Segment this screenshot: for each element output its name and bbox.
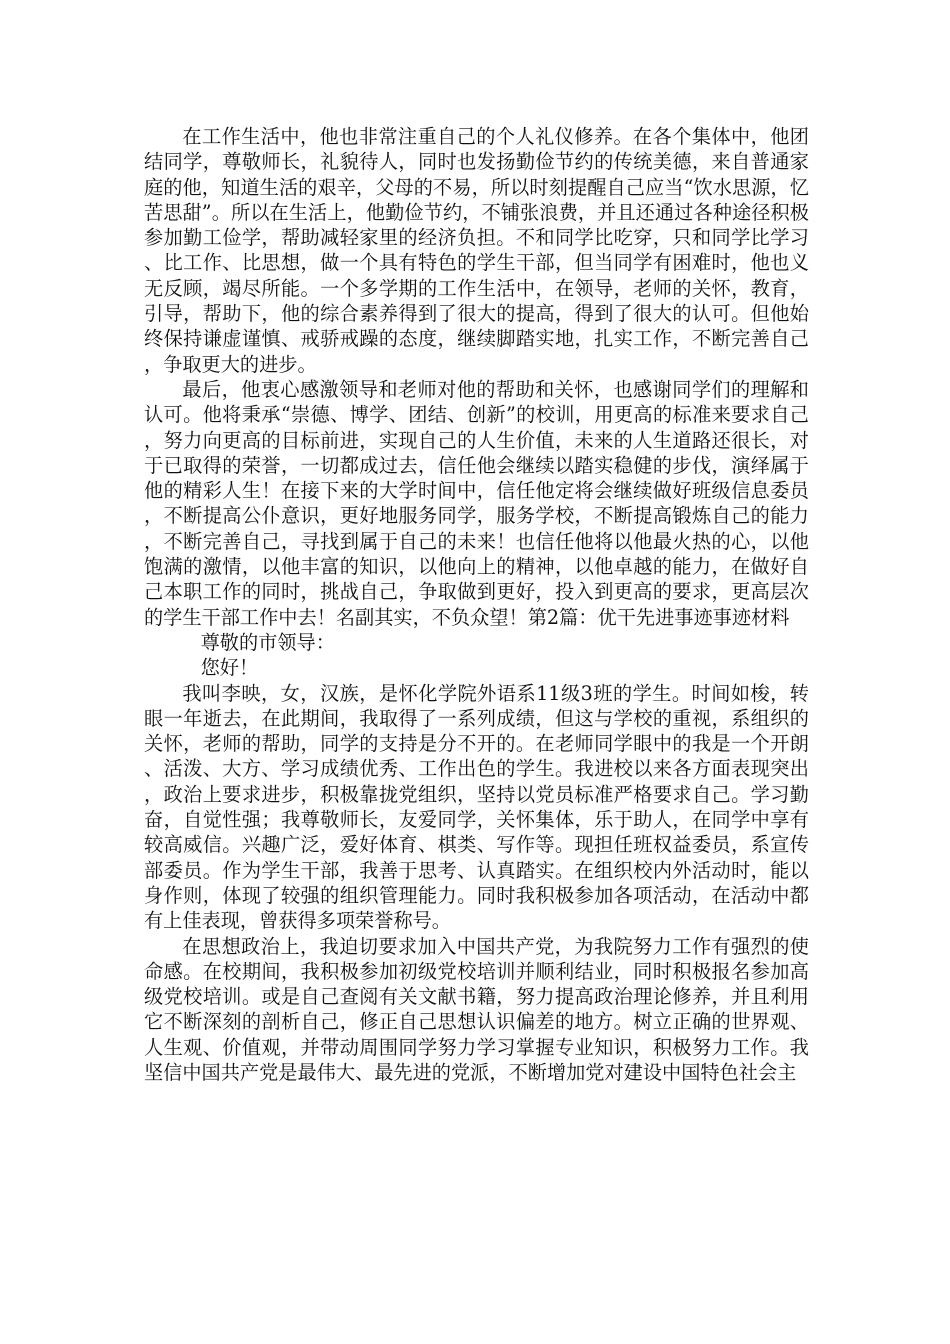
salutation-greeting: 尊敬的市领导：	[200, 630, 335, 654]
document-body	[144, 124, 809, 1085]
paragraph-etiquette: 在工作生活中，他也非常注重自己的个人礼仪修养。在各个集体中，他团结同学，尊敬师长，礼貌待人，同时也发扬勤俭节约的传统美德，来自普通家庭的他，知道生活的艰辛，父母的不易，所以时刻提醒自己应当“饮水思源，忆苦思甜”。所以在生活上，他勤俭节约，不铺张浪费，并且还通过各种途径积极参加勤工俭学，帮助减轻家里的经济负担。不和同学比吃穿，只和同学比学习、比工作、比思想，做一个具有特色的学生干部，但当同学有困难时，他也义无反顾，竭尽所能。一个多学期的工作生活中，在领导，老师的关怀，教育，引导，帮助下，他的综合素养得到了很大的提高，得到了很大的认可。但他始终保持谦虚谨慎、戒骄戒躁的态度，继续脚踏实地，扎实工作，不断完善自己，争取更大的进步。	[144, 125, 809, 376]
paragraph-gratitude: 最后，他衷心感激领导和老师对他的帮助和关怀，也感谢同学们的理解和认可。他将秉承“崇德、博学、团结、创新”的校训，用更高的标准来要求自己，努力向更高的目标前进，实现自己的人生价值，未来的人生道路还很长，对于已取得的荣誉，一切都成过去，信任他会继续以踏实稳健的步伐，演绎属于他的精彩人生！在接下来的大学时间中，信任他定将会继续做好班级信息委员，不断提高公仆意识，更好地服务同学，服务学校，不断提高锻炼自己的能力，不断完善自己，寻找到属于自己的未来！也信任他将以他最火热的心，以他饱满的激情，以他丰富的知识，以他向上的精神，以他卓越的能力，在做好自己本职工作的同时，挑战自己，争取做到更好，投入到更高的要求，更高层次的学生干部工作中去！名副其实，不负众望！第2篇：优干先进事迹事迹材料	[144, 377, 809, 629]
paragraph-self-introduction: 我叫李映，女，汉族，是怀化学院外语系11级3班的学生。时间如梭，转眼一年逝去，在此期间，我取得了一系列成绩，但这与学校的重视，系组织的关怀，老师的帮助，同学的支持是分不开的。在老师同学眼中的我是一个开朗、活泼、大方、学习成绩优秀、工作出色的学生。我进校以来各方面表现突出，政治上要求进步，积极靠拢党组织，坚持以党员标准严格要求自己。学习勤奋，自觉性强；我尊敬师长，友爱同学，关怀集体，乐于助人，在同学中享有较高威信。兴趣广泛，爱好体育、棋类、写作等。现担任班权益委员，系宣传部委员。作为学生干部，我善于思考、认真踏实。在组织校内外活动时，能以身作则，体现了较强的组织管理能力。同时我积极参加各项活动，在活动中都有上佳表现，曾获得多项荣誉称号。	[144, 681, 809, 933]
paragraph-political-thought: 在思想政治上，我迫切要求加入中国共产党，为我院努力工作有强烈的使命感。在校期间，我积极参加初级党校培训并顺利结业，同时积极报名参加高级党校培训。或是自己查阅有关文献书籍，努力提高政治理论修养，并且利用它不断深刻的剖析自己，修正自己思想认识偏差的地方。树立正确的世界观、人生观、价值观，并带动周围同学努力学习掌握专业知识，积极努力工作。我坚信中国共产党是最伟大、最先进的党派，不断增加党对建设中国特色社会主	[144, 934, 809, 1084]
salutation-hello: 您好！	[200, 656, 259, 680]
